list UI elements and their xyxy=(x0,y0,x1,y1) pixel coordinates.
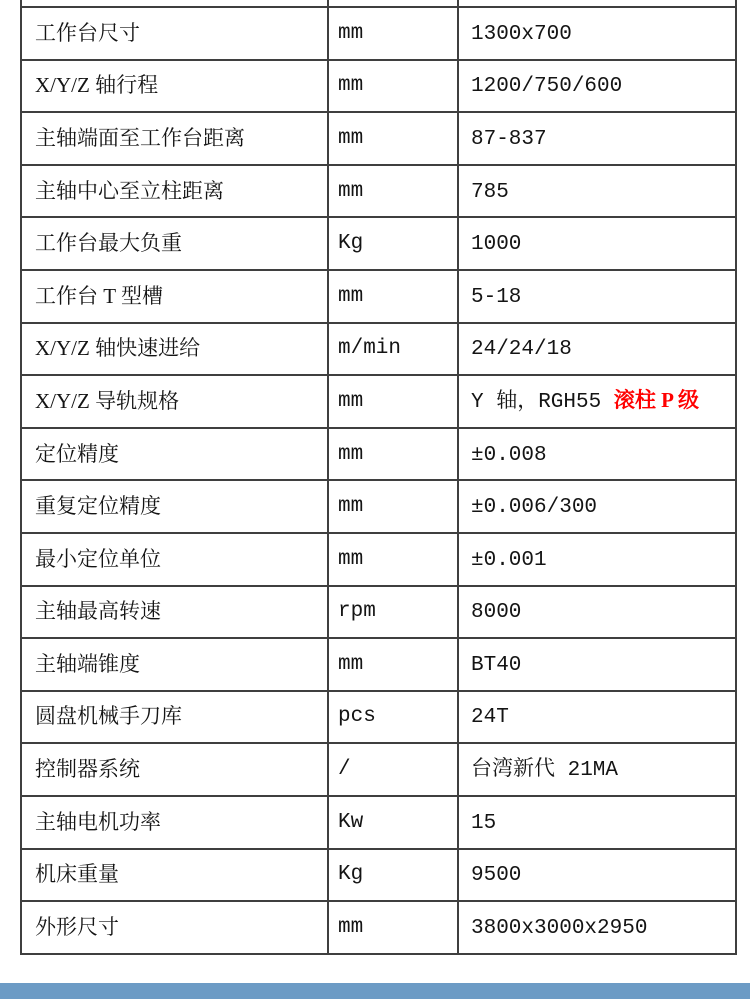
spec-unit-cell xyxy=(328,691,458,744)
spec-unit-label: mm xyxy=(338,74,364,98)
spec-row xyxy=(21,60,736,113)
spec-parameter-cell xyxy=(21,7,328,60)
spec-parameter-label: 外形尺寸 xyxy=(35,914,119,939)
spec-unit-cell xyxy=(328,533,458,586)
spec-parameter-label: 主轴端面至工作台距离 xyxy=(35,125,245,150)
spec-value-cell xyxy=(458,323,736,376)
spec-unit-label: mm xyxy=(338,547,364,571)
spec-row xyxy=(21,375,736,428)
spec-parameter-cell xyxy=(21,112,328,165)
spec-row xyxy=(21,691,736,744)
spec-parameter-label: 主轴中心至立柱距离 xyxy=(35,178,224,203)
spec-row xyxy=(21,217,736,270)
spec-unit-label: / xyxy=(338,758,351,782)
spec-unit-label: mm xyxy=(338,21,364,45)
spec-unit-cell xyxy=(328,60,458,113)
spec-value-cell xyxy=(458,533,736,586)
spec-row xyxy=(21,743,736,796)
spec-row xyxy=(21,323,736,376)
spec-parameter-label: 工作台 T 型槽 xyxy=(35,283,163,308)
spec-unit-label: mm xyxy=(338,442,364,466)
spec-unit-label: mm xyxy=(338,652,364,676)
spec-row xyxy=(21,480,736,533)
spec-parameter-cell xyxy=(21,217,328,270)
partial-cell xyxy=(21,0,328,7)
spec-unit-label: mm xyxy=(338,495,364,519)
spec-row xyxy=(21,796,736,849)
spec-parameter-label: 主轴电机功率 xyxy=(35,809,161,834)
spec-value-cell xyxy=(458,7,736,60)
spec-value-cell xyxy=(458,586,736,639)
spec-row xyxy=(21,270,736,323)
spec-parameter-label: 主轴最高转速 xyxy=(35,599,161,624)
spec-value-text: 1200/750/600 xyxy=(471,75,623,99)
spec-table xyxy=(20,0,737,955)
spec-parameter-cell xyxy=(21,533,328,586)
spec-unit-label: mm xyxy=(338,284,364,308)
footer-bar xyxy=(0,983,750,999)
spec-unit-cell xyxy=(328,375,458,428)
spec-row xyxy=(21,165,736,218)
spec-parameter-label: X/Y/Z 导轨规格 xyxy=(35,388,180,413)
spec-unit-label: rpm xyxy=(338,600,376,624)
spec-value-cell xyxy=(458,480,736,533)
spec-value-cell xyxy=(458,112,736,165)
spec-parameter-cell xyxy=(21,323,328,376)
spec-value-cell xyxy=(458,638,736,691)
spec-value-text: ±0.001 xyxy=(471,548,547,572)
spec-parameter-cell xyxy=(21,849,328,902)
spec-unit-cell xyxy=(328,901,458,954)
spec-parameter-label: 工作台最大负重 xyxy=(35,231,182,256)
spec-parameter-cell xyxy=(21,743,328,796)
spec-unit-label: Kg xyxy=(338,232,364,256)
spec-row xyxy=(21,428,736,481)
spec-parameter-cell xyxy=(21,60,328,113)
spec-value-highlight: 滚柱 P 级 xyxy=(613,387,699,412)
spec-value-cell xyxy=(458,165,736,218)
spec-unit-cell xyxy=(328,165,458,218)
spec-table-body xyxy=(21,0,736,954)
spec-value-text: 87-837 xyxy=(471,127,547,151)
spec-row xyxy=(21,7,736,60)
spec-parameter-cell xyxy=(21,901,328,954)
spec-value-cell xyxy=(458,901,736,954)
spec-value-cell xyxy=(458,60,736,113)
spec-unit-cell xyxy=(328,849,458,902)
spec-parameter-cell xyxy=(21,796,328,849)
spec-value-cell xyxy=(458,849,736,902)
spec-parameter-label: 工作台尺寸 xyxy=(35,20,140,45)
spec-value-cell xyxy=(458,691,736,744)
spec-value-cell xyxy=(458,270,736,323)
partial-cell xyxy=(458,0,736,7)
spec-unit-label: Kg xyxy=(338,863,364,887)
spec-parameter-label: 重复定位精度 xyxy=(35,494,161,519)
spec-parameter-cell xyxy=(21,270,328,323)
spec-parameter-label: 机床重量 xyxy=(35,862,119,887)
spec-value-text: 8000 xyxy=(471,601,522,625)
spec-parameter-label: 圆盘机械手刀库 xyxy=(35,704,182,729)
spec-unit-cell xyxy=(328,428,458,481)
spec-value-text: 24T xyxy=(471,706,509,730)
spec-parameter-cell xyxy=(21,375,328,428)
spec-unit-cell xyxy=(328,480,458,533)
partial-top-row xyxy=(21,0,736,7)
spec-row xyxy=(21,849,736,902)
spec-value-text: ±0.006/300 xyxy=(471,496,598,520)
spec-parameter-cell xyxy=(21,165,328,218)
spec-parameter-label: X/Y/Z 轴快速进给 xyxy=(35,336,201,361)
spec-value-text: BT40 xyxy=(471,653,522,677)
spec-value-text: 15 xyxy=(471,811,497,835)
spec-unit-cell xyxy=(328,112,458,165)
spec-parameter-cell xyxy=(21,586,328,639)
spec-value-cell xyxy=(458,217,736,270)
spec-unit-cell xyxy=(328,586,458,639)
spec-value-text: 24/24/18 xyxy=(471,338,572,362)
spec-parameter-cell xyxy=(21,638,328,691)
spec-value-cell xyxy=(458,428,736,481)
spec-row xyxy=(21,638,736,691)
spec-unit-label: mm xyxy=(338,915,364,939)
spec-unit-cell xyxy=(328,323,458,376)
spec-parameter-cell xyxy=(21,691,328,744)
spec-value-text: 1300x700 xyxy=(471,22,572,46)
spec-unit-label: mm xyxy=(338,179,364,203)
spec-parameter-label: 最小定位单位 xyxy=(35,546,161,571)
spec-parameter-label: 主轴端锥度 xyxy=(35,651,140,676)
spec-unit-cell xyxy=(328,7,458,60)
spec-unit-label: pcs xyxy=(338,705,376,729)
spec-value-text: 1000 xyxy=(471,233,522,257)
spec-value-cell xyxy=(458,743,736,796)
spec-value-cell xyxy=(458,796,736,849)
spec-row xyxy=(21,533,736,586)
spec-row xyxy=(21,112,736,165)
spec-value-text: 3800x3000x2950 xyxy=(471,916,648,940)
spec-unit-cell xyxy=(328,743,458,796)
spec-unit-cell xyxy=(328,217,458,270)
partial-cell xyxy=(328,0,458,7)
spec-value-text: 5-18 xyxy=(471,285,522,309)
spec-value-cell xyxy=(458,375,736,428)
spec-value-text: 785 xyxy=(471,180,509,204)
spec-value-text: 台湾新代 21MA xyxy=(471,759,619,783)
spec-row xyxy=(21,901,736,954)
spec-parameter-label: 控制器系统 xyxy=(35,757,140,782)
spec-parameter-label: X/Y/Z 轴行程 xyxy=(35,73,159,98)
spec-value-text: ±0.008 xyxy=(471,443,547,467)
spec-row xyxy=(21,586,736,639)
spec-unit-cell xyxy=(328,796,458,849)
spec-value-text: 9500 xyxy=(471,864,522,888)
spec-value-text: Y 轴，RGH55 xyxy=(471,390,614,414)
spec-parameter-cell xyxy=(21,480,328,533)
spec-parameter-label: 定位精度 xyxy=(35,441,119,466)
spec-parameter-cell xyxy=(21,428,328,481)
spec-unit-label: m/min xyxy=(338,337,402,361)
spec-unit-label: mm xyxy=(338,126,364,150)
spec-unit-cell xyxy=(328,270,458,323)
spec-unit-label: mm xyxy=(338,389,364,413)
spec-unit-cell xyxy=(328,638,458,691)
spec-unit-label: Kw xyxy=(338,810,364,834)
